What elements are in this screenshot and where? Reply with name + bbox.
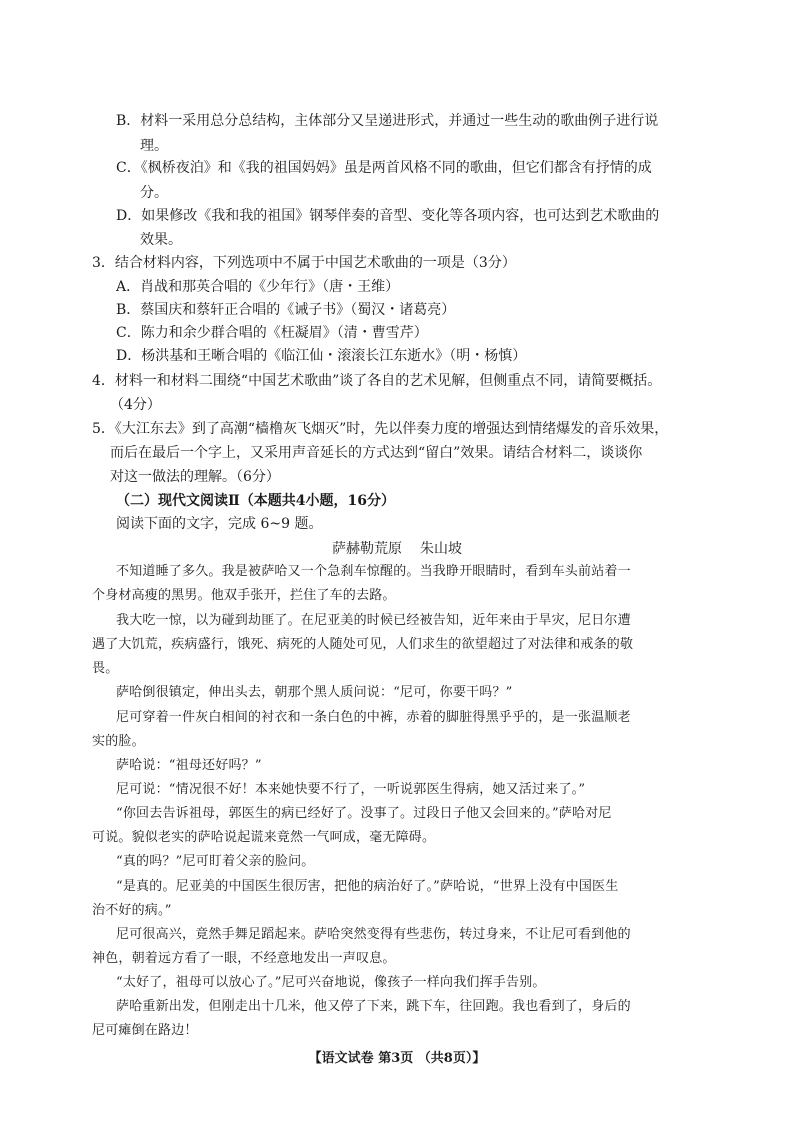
q2-option-c-line2: 分。 — [140, 185, 168, 201]
story-line: 尼可穿着一件灰白相间的衬衣和一条白色的中裤，赤着的脚脏得黑乎乎的，是一张温顺老 — [116, 710, 631, 725]
story-line: “太好了，祖母可以放心了。”尼可兴奋地说，像孩子一样向我们挥手告别。 — [116, 975, 546, 990]
q5-line3: 对这一做法的理解。（6分） — [110, 469, 280, 485]
story-title-row — [0, 538, 794, 558]
story-line: 不知道睡了多久。我是被萨哈又一个急刹车惊醒的。当我睁开眼睛时，看到车头前站着一 — [116, 564, 631, 579]
story-title: 萨赫勒荒原 — [332, 541, 402, 557]
q5-line1: 5．《大江东去》到了高潮“樯橹灰飞烟灭”时，先以伴奏力度的增强达到情绪爆发的音乐效果， — [92, 421, 669, 437]
story-line: 可说。貌似老实的萨哈说起谎来竟然一气呵成，毫无障碍。 — [92, 830, 436, 845]
q2-option-d-line2: 效果。 — [140, 232, 182, 248]
story-line: 萨哈重新出发，但刚走出十几米，他又停了下来，跳下车，往回跑。我也看到了，身后的 — [116, 999, 631, 1014]
story-line: 萨哈倒很镇定，伸出头去，朝那个黑人质问说：“尼可，你要干吗？” — [116, 685, 513, 700]
q3-stem: 3．结合材料内容，下列选项中不属于中国艺术歌曲的一项是（3分） — [92, 255, 516, 271]
story-line: “真的吗？”尼可盯着父亲的脸问。 — [116, 854, 315, 869]
story-line: 遇了大饥荒，疾病盛行，饿死、病死的人随处可见，人们求生的欲望超过了对法律和戒条的敬 — [92, 637, 634, 652]
q3-option-b: B．蔡国庆和蔡轩正合唱的《诫子书》（蜀汉・诸葛亮） — [116, 302, 456, 318]
q2-option-b-line1: B．材料一采用总分总结构，主体部分又呈递进形式，并通过一些生动的歌曲例子进行说 — [116, 113, 659, 129]
story-line: 尼可瘫倒在路边！ — [92, 1023, 198, 1038]
story-line: 神色，朝着远方看了一眼，不经意地发出一声叹息。 — [92, 951, 396, 966]
q3-option-c: C．陈力和余少群合唱的《枉凝眉》（清・曹雪芹） — [116, 325, 428, 341]
q5-line2: 而后在最后一个字上，又采用声音延长的方式达到“留白”效果。请结合材料二，谈谈你 — [110, 445, 643, 461]
section-heading: （二）现代文阅读Ⅱ（本题共4小题，16分） — [116, 493, 396, 509]
q3-option-a: A．肖战和那英合唱的《少年行》（唐・王维） — [116, 279, 400, 295]
story-author: 朱山坡 — [420, 541, 462, 557]
story-line: 尼可很高兴，竟然手舞足蹈起来。萨哈突然变得有些悲伤，转过身来，不让尼可看到他的 — [116, 927, 631, 942]
q2-option-c-line1: C．《枫桥夜泊》和《我的祖国妈妈》虽是两首风格不同的歌曲，但它们都含有抒情的成 — [116, 160, 652, 176]
story-line: 实的脸。 — [92, 734, 145, 749]
story-line: 萨哈说：“祖母还好吗？” — [116, 758, 262, 773]
story-line: 尼可说：“情况很不好！本来她快要不行了，一听说郭医生得病，她又活过来了。” — [116, 782, 586, 797]
story-line: 治不好的病。” — [92, 903, 172, 918]
section-instruction: 阅读下面的文字，完成 6~9 题。 — [116, 516, 323, 532]
q2-option-b-line2: 理。 — [140, 138, 168, 154]
story-line: 畏。 — [92, 661, 119, 676]
q3-option-d: D．杨洪基和王晰合唱的《临江仙・滚滚长江东逝水》（明・杨慎） — [116, 348, 527, 364]
story-line: “你回去告诉祖母，郭医生的病已经好了。没事了。过段日子他又会回来的。”萨哈对尼 — [116, 806, 612, 821]
page-footer: 【语文试卷 第3页 （共8页）】 — [308, 1051, 486, 1066]
q4-line2: （4分） — [110, 397, 161, 413]
story-line: “是真的。尼亚美的中国医生很厉害，把他的病治好了。”萨哈说，“世界上没有中国医生 — [116, 879, 619, 894]
q4-line1: 4．材料一和材料二围绕“中国艺术歌曲”谈了各自的艺术见解，但侧重点不同，请简要概括。 — [92, 373, 662, 389]
story-line: 我大吃一惊，以为碰到劫匪了。在尼亚美的时候已经被告知，近年来由于旱灾，尼日尔遭 — [116, 613, 631, 628]
q2-option-d-line1: D．如果修改《我和我的祖国》钢琴伴奏的音型、变化等各项内容，也可达到艺术歌曲的 — [116, 208, 660, 224]
story-line: 个身材高瘦的黑男。他双手张开，拦住了车的去路。 — [92, 588, 396, 603]
